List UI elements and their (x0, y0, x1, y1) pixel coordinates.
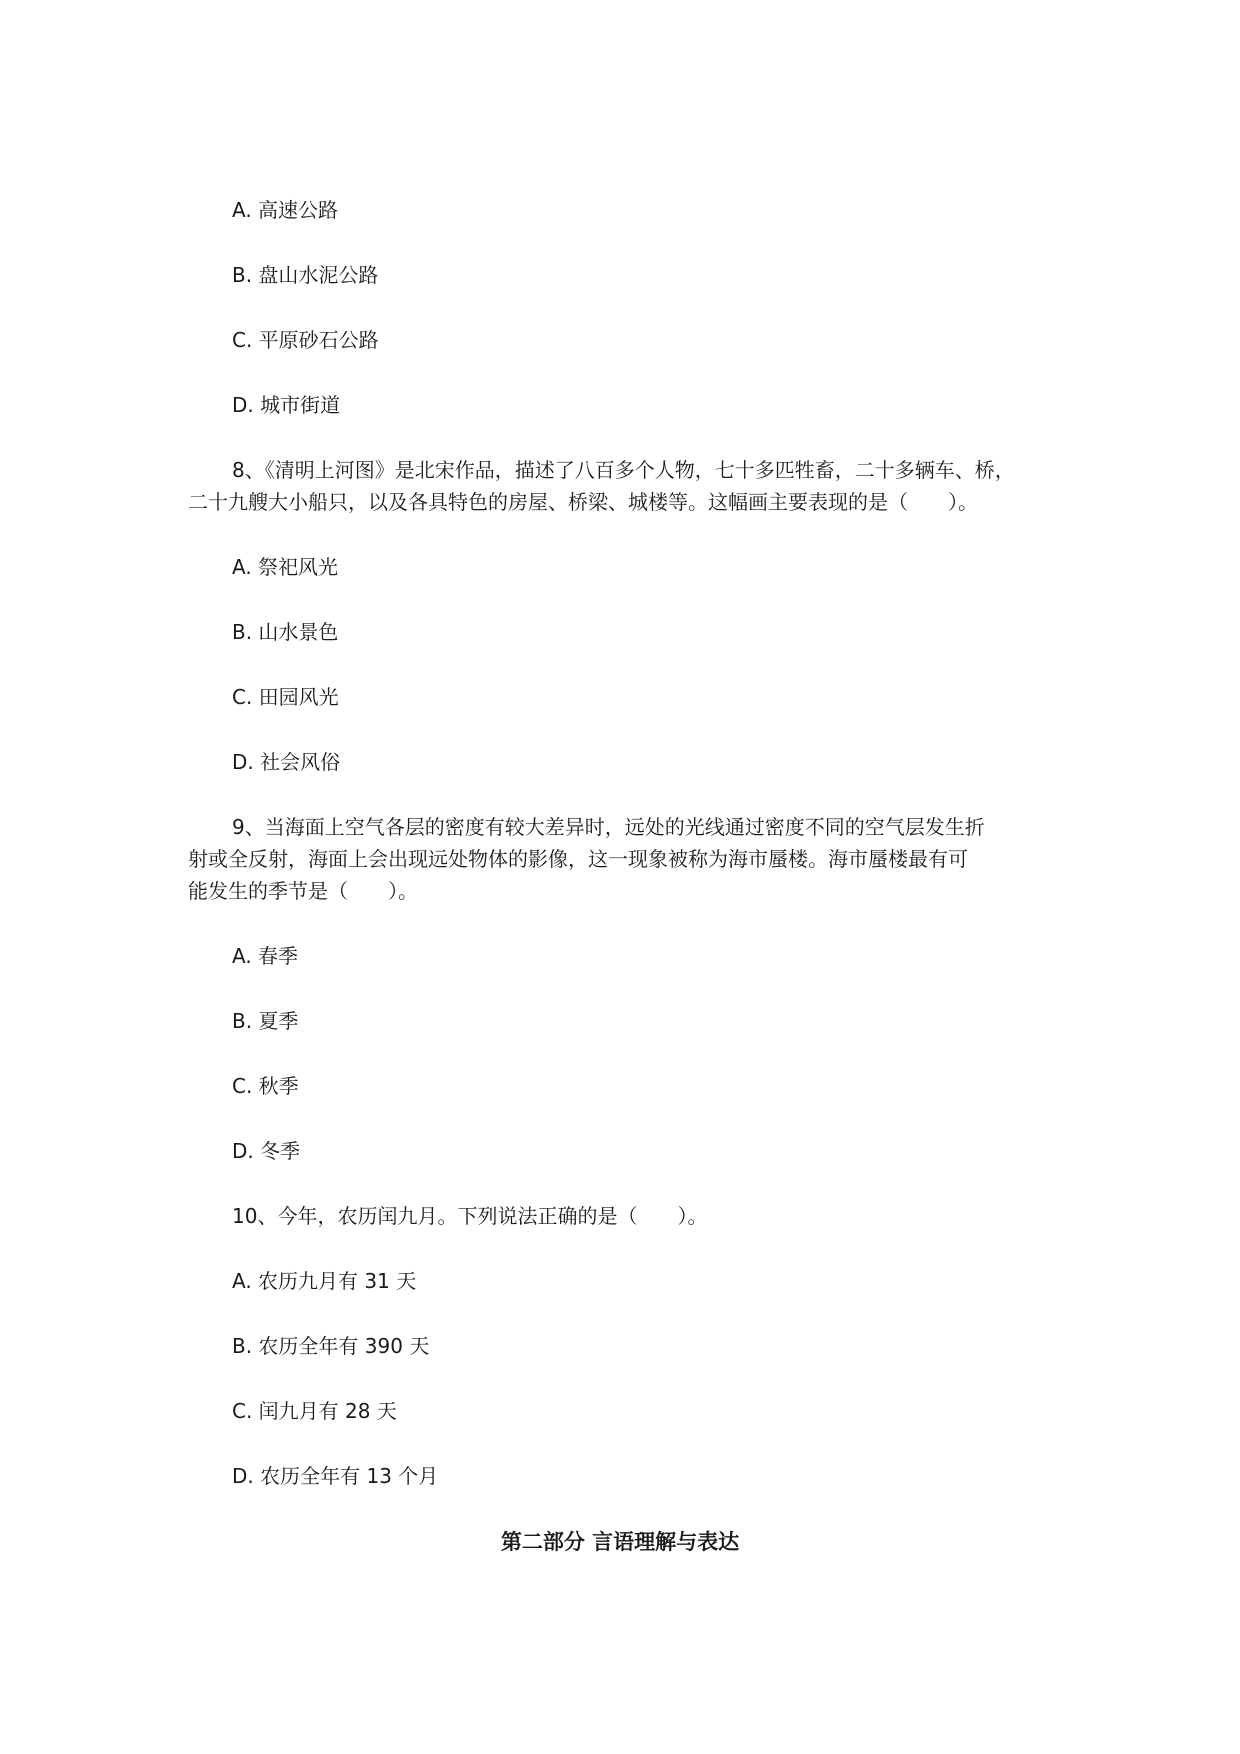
q10-question-line-1: 10、今年，农历闰九月。下列说法正确的是（ ）。 (232, 1204, 708, 1228)
q10-option-a: A. 农历九月有 31 天 (232, 1269, 417, 1293)
q9-question-line-3: 能发生的季节是（ ）。 (188, 879, 418, 903)
q9-option-c: C. 秋季 (232, 1074, 299, 1098)
q9-option-a: A. 春季 (232, 944, 299, 968)
q8-question-line-1: 8、《清明上河图》是北宋作品，描述了八百多个人物，七十多匹牲畜，二十多辆车、桥， (232, 458, 1015, 482)
q10-option-d: D. 农历全年有 13 个月 (232, 1464, 439, 1488)
q9-option-b: B. 夏季 (232, 1009, 299, 1033)
q9-question-line-1: 9、当海面上空气各层的密度有较大差异时，远处的光线通过密度不同的空气层发生折 (232, 815, 985, 839)
q7-option-c: C. 平原砂石公路 (232, 328, 379, 352)
q8-question-line-2: 二十九艘大小船只，以及各具特色的房屋、桥梁、城楼等。这幅画主要表现的是（ ）。 (188, 490, 978, 514)
q8-option-d: D. 社会风俗 (232, 750, 341, 774)
q7-option-a: A. 高速公路 (232, 198, 339, 222)
q10-option-b: B. 农历全年有 390 天 (232, 1334, 430, 1358)
q7-option-b: B. 盘山水泥公路 (232, 263, 379, 287)
q7-option-d: D. 城市街道 (232, 393, 341, 417)
q8-option-c: C. 田园风光 (232, 685, 339, 709)
q9-question-line-2: 射或全反射，海面上会出现远处物体的影像，这一现象被称为海市蜃楼。海市蜃楼最有可 (188, 847, 968, 871)
q10-option-c: C. 闰九月有 28 天 (232, 1399, 397, 1423)
q8-option-a: A. 祭祀风光 (232, 555, 339, 579)
q9-option-d: D. 冬季 (232, 1139, 301, 1163)
section-heading: 第二部分 言语理解与表达 (500, 1530, 740, 1554)
q8-option-b: B. 山水景色 (232, 620, 339, 644)
